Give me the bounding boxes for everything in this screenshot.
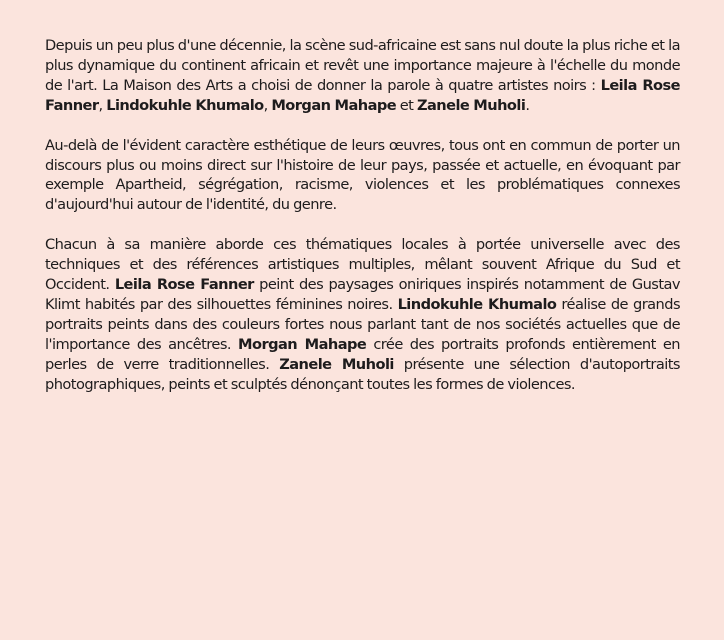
paragraph-themes xyxy=(45,136,680,216)
artist-name-zanele-muholi: Zanele Muholi xyxy=(279,355,394,373)
artist-description-text: crée des portraits profonds entièrement en perles de verre traditionnelles. xyxy=(45,335,680,373)
artist-name-morgan-mahape: Morgan Mahape xyxy=(271,96,397,114)
artist-name-morgan-mahape: Morgan Mahape xyxy=(238,335,367,353)
paragraph-1-end: . xyxy=(525,96,530,114)
paragraph-1-intro-text: Depuis un peu plus d'une décennie, la scène sud-africaine est sans nul doute la plus riche et la plus dynamique du continent africain et revêt une importance majeure à l'échelle du monde de l'art. La Maison des Arts a choisi de donner la parole à quatre artistes noirs : xyxy=(45,37,680,94)
artist-name-lindokuhle-khumalo: Lindokuhle Khumalo xyxy=(106,96,264,114)
separator: , xyxy=(263,96,272,114)
artist-name-zanele-muholi: Zanele Muholi xyxy=(416,96,526,114)
separator: , xyxy=(98,96,107,114)
artist-description-text: réalise de grands portraits peints dans des couleurs fortes nous parlant tant de nos sociétés actuelles que de l'importance des ancêtres. xyxy=(45,295,681,353)
artist-name-leila-rose-fanner: Leila Rose Fanner xyxy=(45,76,680,114)
paragraph-artists xyxy=(45,235,680,394)
artist-description-text: présente une sélection d'autoportraits photographiques, peints et sculptés dénonçant toutes les formes de violences. xyxy=(45,355,680,393)
artist-description-text: peint des paysages oniriques inspirés notamment de Gustav Klimt habités par des silhouettes féminines noires. xyxy=(45,276,680,313)
artist-name-leila-rose-fanner: Leila Rose Fanner xyxy=(114,276,254,294)
paragraph-intro xyxy=(45,36,680,116)
separator: et xyxy=(396,96,417,114)
paragraph-2-text: Au-delà de l'évident caractère esthétique de leurs œuvres, tous ont en commun de porter un discours plus ou moins direct sur l'histoire de leur pays, passée et actuelle, en évoquant par exemple Apartheid, ségrégation, racisme, violences et les problématiques connexes d'aujourd'hui autour de l'identité, du genre. xyxy=(45,136,680,214)
paragraph-3-intro-text: Chacun à sa manière aborde ces thématiques locales à portée universelle avec des techniques et des références artistiques multiples, mêlant souvent Afrique du Sud et Occident. xyxy=(45,236,680,294)
artist-name-lindokuhle-khumalo: Lindokuhle Khumalo xyxy=(397,295,557,313)
